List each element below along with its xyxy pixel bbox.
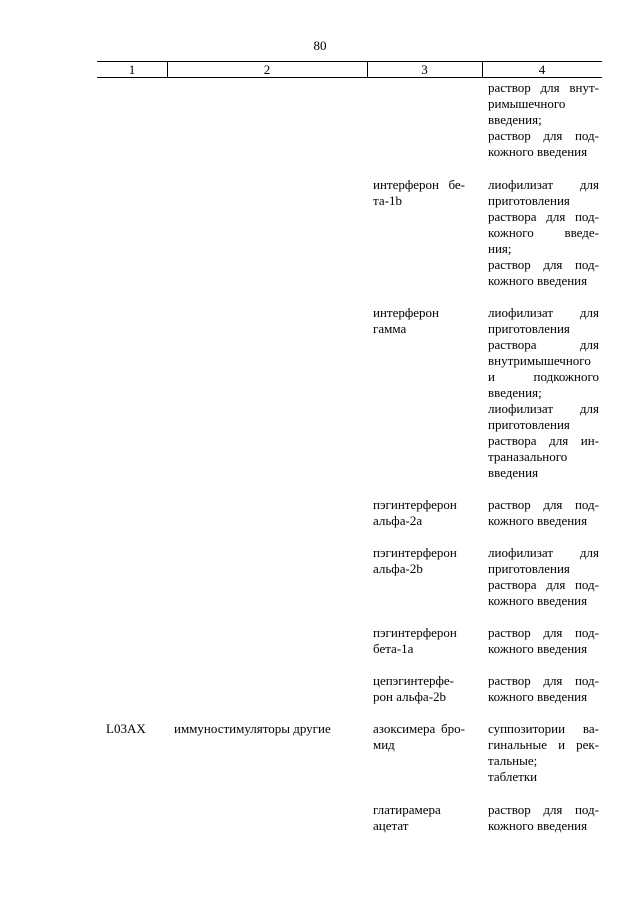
form-line: раствора для — [488, 337, 599, 352]
header-col-4: 4 — [538, 62, 546, 77]
form-line: лиофилизат для — [488, 177, 599, 192]
form-line: таблетки — [488, 769, 538, 784]
drug-name — [373, 305, 465, 337]
dosage-forms — [488, 802, 599, 834]
name-line: та-1b — [373, 193, 402, 208]
name-line: пэгинтерферон — [373, 545, 457, 560]
drug-name — [373, 545, 465, 577]
name-line: мид — [373, 737, 395, 752]
form-line: раствора для ин- — [488, 433, 599, 448]
form-line: введения; — [488, 112, 542, 127]
name-line: рон альфа-2b — [373, 689, 447, 704]
dosage-forms — [488, 625, 599, 657]
header-col-3: 3 — [421, 62, 428, 77]
name-line: ацетат — [373, 818, 409, 833]
form-line: кожного введения — [488, 689, 588, 704]
form-line: суппозитории ва- — [488, 721, 599, 736]
form-line: кожного введения — [488, 273, 588, 288]
table-header — [97, 61, 602, 78]
form-line: приготовления — [488, 321, 570, 336]
dosage-forms — [488, 177, 599, 289]
header-col-1: 1 — [128, 62, 136, 77]
name-line: интерферон бе- — [373, 177, 465, 192]
form-line: раствор для под- — [488, 673, 599, 688]
drug-name — [373, 625, 465, 657]
name-line: интерферон — [373, 305, 440, 320]
atc-group-name: иммуностимуляторы другие — [174, 721, 331, 736]
form-line: и подкожного — [488, 369, 599, 384]
form-line: приготовления — [488, 561, 570, 576]
name-line: альфа-2b — [373, 561, 423, 576]
form-line: тальные; — [488, 753, 538, 768]
name-line: пэгинтерферон — [373, 497, 457, 512]
dosage-forms — [488, 497, 599, 529]
dosage-forms — [488, 673, 599, 705]
form-line: кожного введения — [488, 593, 588, 608]
form-line: раствора для под- — [488, 577, 599, 592]
atc-code: L03AX — [106, 721, 146, 736]
form-line: лиофилизат для — [488, 401, 599, 416]
form-line: лиофилизат для — [488, 305, 599, 320]
drug-name — [373, 497, 465, 529]
form-line: кожного введения — [488, 144, 588, 159]
name-line: гамма — [373, 321, 407, 336]
form-line: кожного введе- — [488, 225, 599, 240]
name-line: глатирамера — [373, 802, 441, 817]
form-line: римышечного — [488, 96, 566, 111]
page-number: 80 — [313, 38, 327, 53]
form-line: лиофилизат для — [488, 545, 599, 560]
form-line: введения; — [488, 385, 542, 400]
form-line: внутримышечного — [488, 353, 591, 368]
form-line: раствор для под- — [488, 128, 599, 143]
form-line: раствор для под- — [488, 625, 599, 640]
name-line: пэгинтерферон — [373, 625, 457, 640]
form-line: раствор для под- — [488, 497, 599, 512]
form-line: кожного введения — [488, 641, 588, 656]
continued-dosage-forms — [488, 80, 599, 160]
dosage-forms — [488, 721, 599, 785]
form-line: введения — [488, 465, 539, 480]
form-line: раствора для под- — [488, 209, 599, 224]
form-line: раствор для внут- — [488, 80, 599, 95]
form-line: кожного введения — [488, 513, 588, 528]
form-line: траназального — [488, 449, 568, 464]
form-line: раствор для под- — [488, 802, 599, 817]
drug-name — [373, 673, 465, 705]
form-line: приготовления — [488, 193, 570, 208]
form-line: гинальные и рек- — [488, 737, 599, 752]
drug-name — [373, 802, 465, 834]
name-line: цепэгинтерфе- — [373, 673, 454, 688]
drug-name — [373, 177, 465, 209]
header-col-2: 2 — [263, 62, 271, 77]
name-line: альфа-2a — [373, 513, 423, 528]
dosage-forms — [488, 545, 599, 609]
form-line: кожного введения — [488, 818, 588, 833]
form-line: ния; — [488, 241, 512, 256]
drug-name — [373, 721, 465, 753]
name-line: азоксимера бро- — [373, 721, 465, 736]
form-line: раствор для под- — [488, 257, 599, 272]
form-line: приготовления — [488, 417, 570, 432]
name-line: бета-1a — [373, 641, 414, 656]
dosage-forms — [488, 305, 599, 481]
